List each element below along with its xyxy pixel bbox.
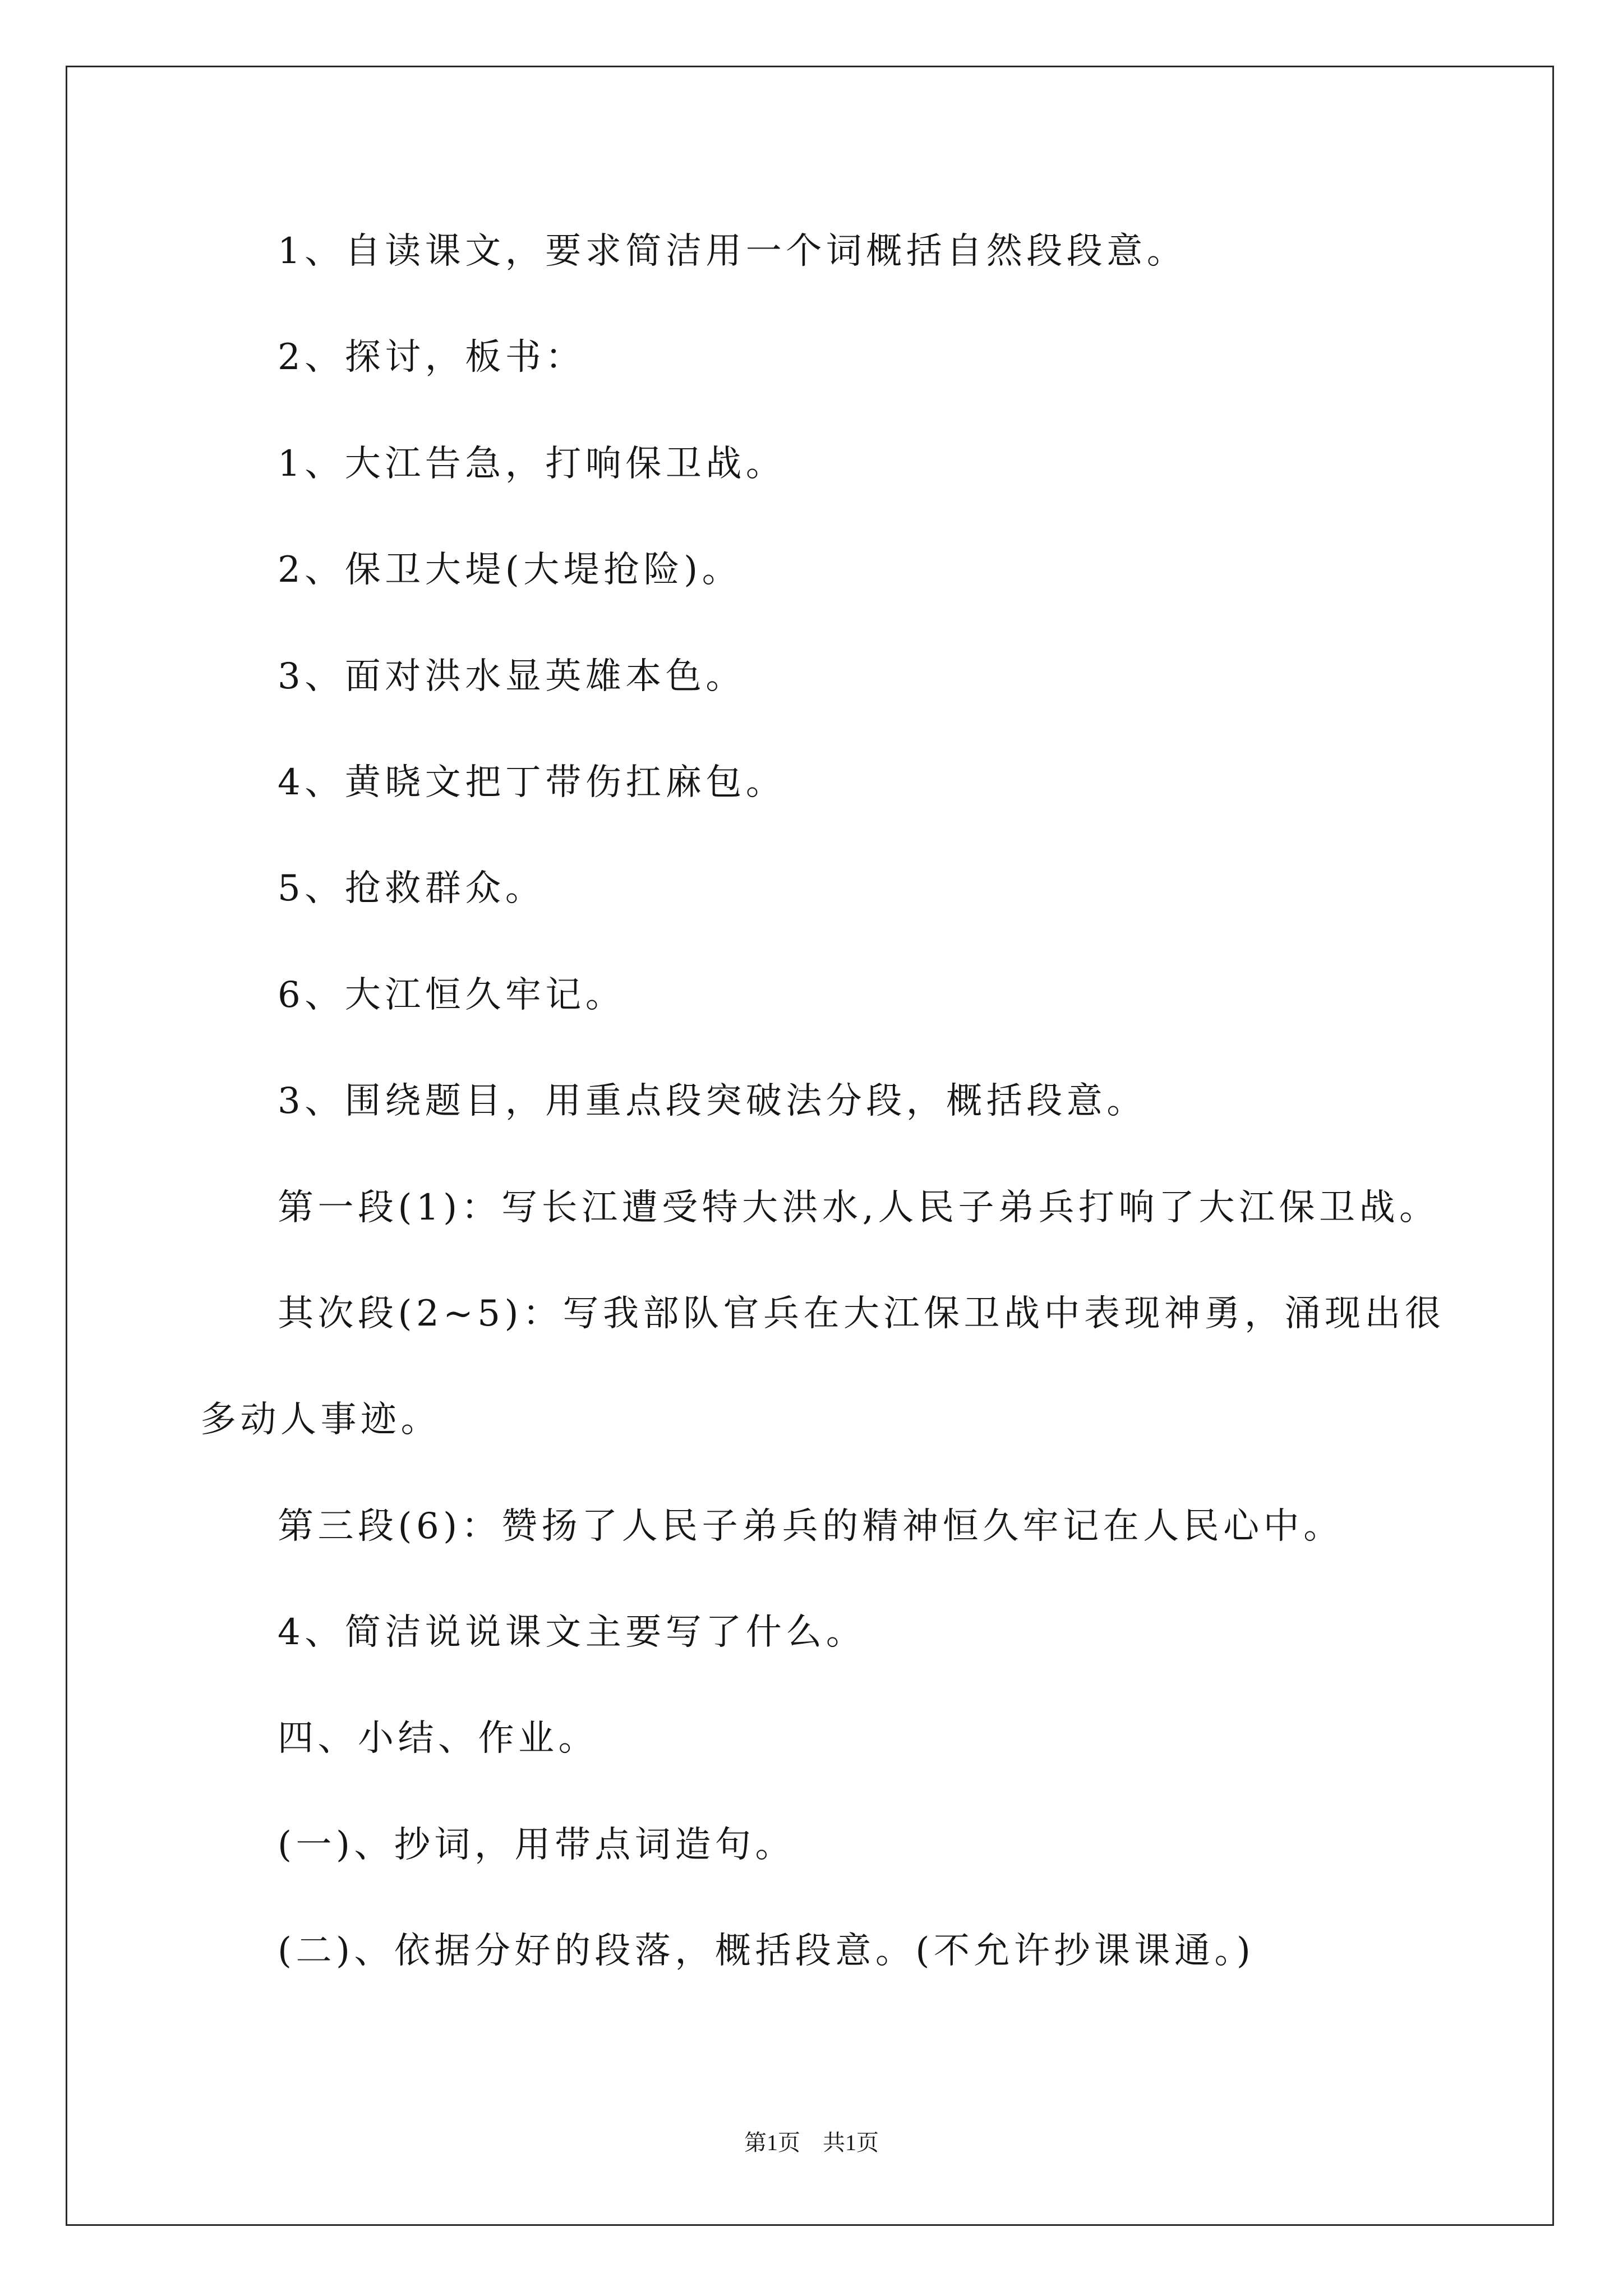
paragraph-line: 4、黄晓文把丁带伤扛麻包。	[278, 761, 786, 803]
paragraph-line: 3、围绕题目，用重点段突破法分段，概括段意。	[278, 1080, 1147, 1122]
paragraph-line: 第三段(6)：赞扬了人民子弟兵的精神恒久牢记在人民心中。	[278, 1505, 1344, 1547]
paragraph-line: 5、抢救群众。	[278, 868, 546, 910]
paragraph-continuation-line: 多动人事迹。	[200, 1399, 441, 1441]
paragraph-line: 4、简洁说说课文主要写了什么。	[278, 1612, 866, 1654]
paragraph-line: 2、探讨，板书：	[278, 337, 585, 379]
paragraph-line: 第一段(1)：写长江遭受特大洪水,人民子弟兵打响了大江保卫战。	[278, 1186, 1440, 1228]
paragraph-line: (二)、依据分好的段落，概括段意。(不允许抄课课通。)	[278, 1930, 1255, 1972]
document-body	[200, 199, 1524, 2005]
paragraph-line: 1、大江告急，打响保卫战。	[278, 443, 786, 485]
paragraph-line: 2、保卫大堤(大堤抢险)。	[278, 549, 743, 591]
paragraph-line: 其次段(2~5)：写我部队官兵在大江保卫战中表现神勇，涌现出很	[278, 1292, 1445, 1335]
paragraph-line: (一)、抄词，用带点词造句。	[278, 1824, 795, 1866]
paragraph-line: 6、大江恒久牢记。	[278, 974, 626, 1016]
paragraph-line: 四、小结、作业。	[278, 1718, 598, 1760]
paragraph-line: 3、面对洪水显英雄本色。	[278, 655, 746, 697]
paragraph-line: 1、自读课文，要求简洁用一个词概括自然段段意。	[278, 231, 1187, 272]
page-footer: 第1页 共1页	[744, 2130, 879, 2155]
